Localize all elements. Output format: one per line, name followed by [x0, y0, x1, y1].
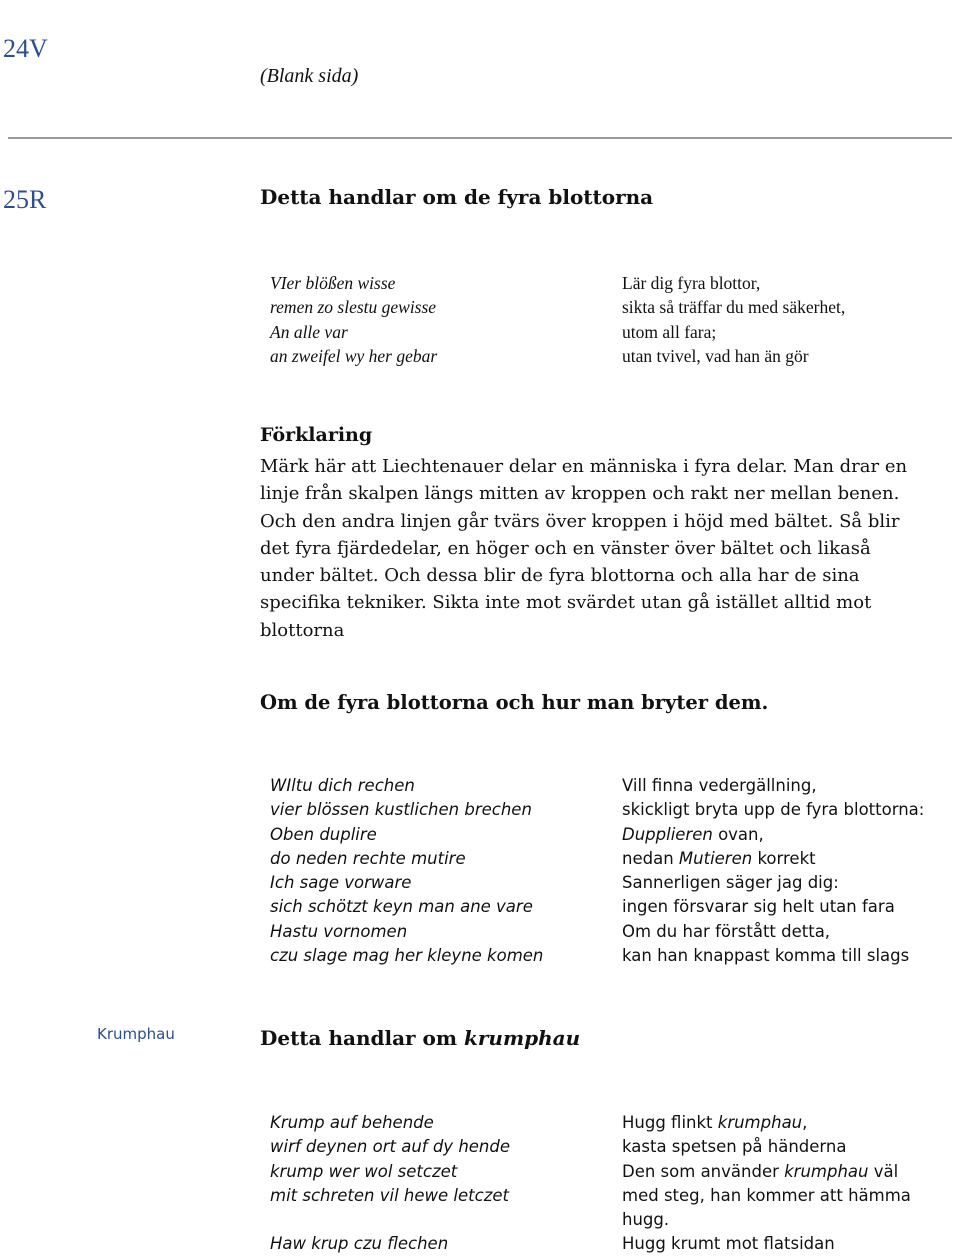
verse2-original — [270, 774, 543, 968]
verse-line: do neden rechte mutire — [270, 848, 466, 868]
title-text: Detta handlar om — [260, 1026, 465, 1050]
technique-term: Mutieren — [678, 848, 753, 868]
verse-line: Ich sage vorware — [270, 873, 412, 893]
verse1-translation — [622, 271, 845, 368]
verse-line: Om du har förstått detta, — [622, 921, 831, 941]
krumphau-translation — [622, 1111, 911, 1257]
verse-line: Oben duplire — [270, 824, 377, 844]
page-divider — [8, 137, 952, 139]
verse-line: WIltu dich rechen — [270, 776, 415, 795]
verse-line — [622, 847, 924, 871]
verse-text: Den som använder — [622, 1161, 785, 1181]
verse-line — [622, 1160, 911, 1184]
explanation-line: Och den andra linjen går tvärs över kroppen i höjd med bältet. Så blir — [260, 510, 900, 532]
verse-line: utan tvivel, vad han än gör — [622, 345, 809, 366]
verse-text: väl — [868, 1161, 899, 1181]
verse-line: ingen försvarar sig helt utan fara — [622, 897, 895, 917]
verse-line: czu slage mag her kleyne komen — [270, 946, 544, 966]
krumphau-original — [270, 1111, 510, 1257]
page-number-24v: 24V — [3, 34, 48, 63]
verse-line: Vill finna vedergällning, — [622, 776, 817, 795]
explanation-line: specifika tekniker. Sikta inte mot svärdet utan gå istället alltid mot — [260, 592, 872, 614]
verse-line: skickligt bryta upp de fyra blottorna: — [622, 800, 925, 820]
explanation-text — [260, 453, 950, 644]
verse-line: Krump auf behende — [270, 1113, 434, 1132]
verse-line: VIer blößen wisse — [270, 273, 396, 293]
title-term: krumphau — [464, 1026, 581, 1050]
explanation-line: blottorna — [260, 619, 345, 641]
verse-line: Hastu vornomen — [270, 921, 408, 941]
verse-text: Hugg flinkt — [622, 1113, 718, 1132]
verse-line: utom all fara; — [622, 321, 717, 342]
verse-text: , — [802, 1113, 808, 1132]
verse2-translation — [622, 774, 924, 968]
verse-text: korrekt — [752, 848, 816, 868]
verse-text: nedan — [622, 848, 679, 868]
verse-line: sich schötzt keyn man ane vare — [270, 897, 533, 917]
verse-line: Lär dig fyra blottor, — [622, 273, 761, 293]
verse-line: mit schreten vil hewe letczet — [270, 1185, 509, 1205]
verse-line — [622, 1111, 911, 1135]
verse-line: kasta spetsen på händerna — [622, 1137, 847, 1157]
technique-term: krumphau — [717, 1113, 803, 1132]
verse-line: krump wer wol setczet — [270, 1161, 458, 1181]
verse-line: sikta så träffar du med säkerhet, — [622, 297, 846, 318]
verse-line: hugg. — [622, 1210, 670, 1230]
section-subtitle-breaking: Om de fyra blottorna och hur man bryter dem. — [260, 691, 769, 714]
verse-line: Haw krup czu flechen — [270, 1234, 449, 1254]
verse-line: remen zo slestu gewisse — [270, 297, 437, 318]
explanation-line: linje från skalpen längs mitten av kroppen och rakt ner mellan benen. — [260, 483, 900, 505]
verse-line: vier blössen kustlichen brechen — [270, 800, 532, 820]
blank-page-note: (Blank sida) — [260, 65, 359, 87]
verse-line: wirf deynen ort auf dy hende — [270, 1137, 511, 1157]
verse-text: ovan, — [712, 824, 764, 844]
explanation-heading: Förklaring — [260, 424, 373, 446]
verse-line: Hugg krumt mot flatsidan — [622, 1234, 835, 1254]
technique-term: Dupplieren — [622, 824, 713, 844]
page-number-25r: 25R — [3, 185, 47, 214]
technique-term: krumphau — [784, 1161, 869, 1181]
verse-line: kan han knappast komma till slags — [622, 946, 910, 966]
section-title-krumphau — [260, 1026, 580, 1050]
marginal-krumphau: Krumphau — [97, 1025, 175, 1043]
explanation-line: under bältet. Och dessa blir de fyra blottorna och alla har de sina — [260, 565, 860, 587]
explanation-line: det fyra fjärdedelar, en höger och en vänster över bältet och likaså — [260, 537, 871, 559]
verse-line: med steg, han kommer att hämma — [622, 1185, 911, 1205]
explanation-line: Märk här att Liechtenauer delar en människa i fyra delar. Man drar en — [260, 456, 908, 477]
verse-line: An alle var — [270, 321, 348, 342]
section-title-blottorna: Detta handlar om de fyra blottorna — [260, 185, 654, 209]
verse-line: Sannerligen säger jag dig: — [622, 873, 839, 893]
verse-line — [622, 823, 924, 847]
verse1-original — [270, 271, 437, 368]
verse-line: an zweifel wy her gebar — [270, 345, 438, 366]
